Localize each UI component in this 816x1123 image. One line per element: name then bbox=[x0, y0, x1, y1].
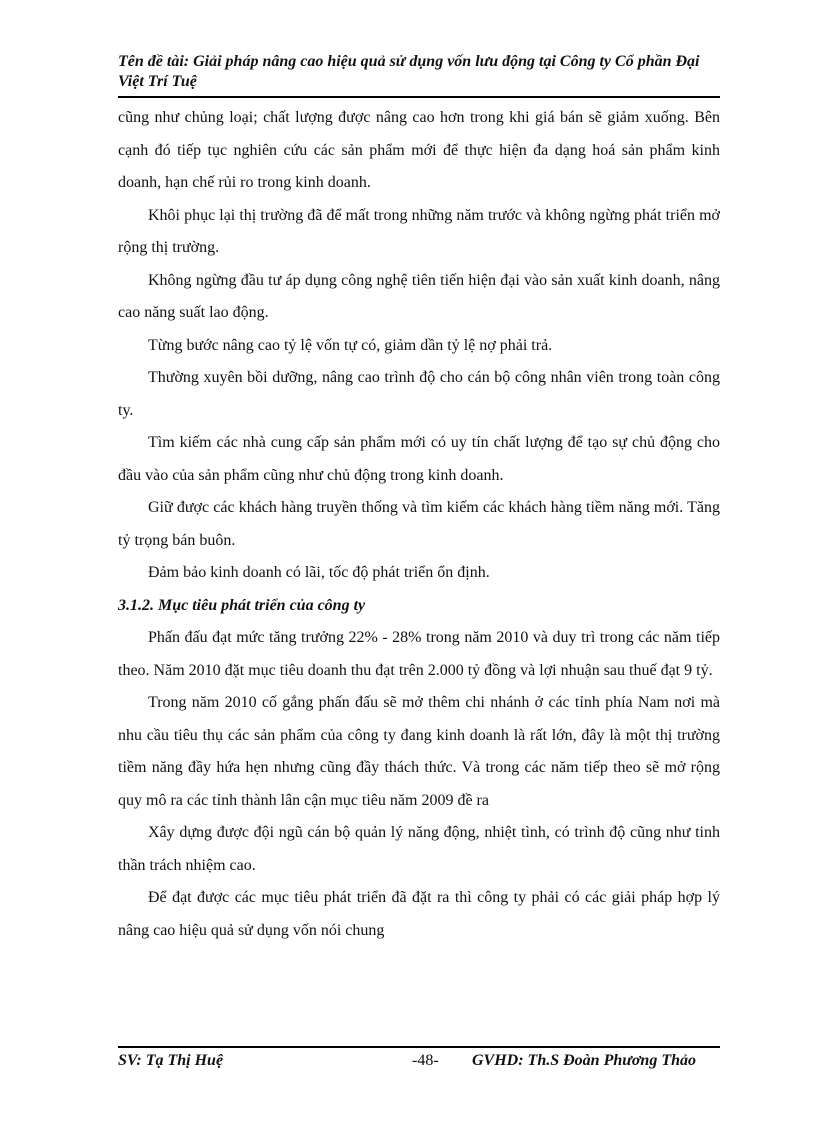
paragraph-continuation: cũng như chủng loại; chất lượng được nâng cao hơn trong khi giá bán sẽ giảm xuống. Bên cạnh đó tiếp tục nghiên cứu các sản phẩm mới để thực hiện đa dạng hoá sản phẩm kinh doanh, hạn chế rủi ro trong kinh doanh. bbox=[118, 109, 720, 191]
paragraph-technology: Không ngừng đầu tư áp dụng công nghệ tiên tiến hiện đại vào sản xuất kinh doanh, nâng cao năng suất lao động. bbox=[118, 271, 720, 321]
footer-rule bbox=[118, 1046, 720, 1048]
header-rule bbox=[118, 96, 720, 98]
paragraph-training: Thường xuyên bồi dưỡng, nâng cao trình độ cho cán bộ công nhân viên trong toàn công ty. bbox=[118, 369, 720, 419]
paragraph-management: Xây dựng được đội ngũ cán bộ quản lý năng động, nhiệt tình, có trình độ cũng như tinh thần trách nhiệm cao. bbox=[118, 824, 720, 874]
section-heading: 3.1.2. Mục tiêu phát triển của công ty bbox=[118, 596, 366, 614]
paragraph-customers: Giữ được các khách hàng truyền thống và tìm kiếm các khách hàng tiềm năng mới. Tăng tỷ trọng bán buôn. bbox=[118, 499, 720, 549]
footer-advisor: GVHD: Th.S Đoàn Phương Thảo bbox=[472, 1052, 696, 1069]
header-title: Tên đề tài: Giải pháp nâng cao hiệu quả sử dụng vốn lưu động tại Công ty Cổ phần Đại Việt Trí Tuệ bbox=[118, 53, 700, 90]
paragraph-growth: Phấn đấu đạt mức tăng trưởng 22% - 28% trong năm 2010 và duy trì trong các năm tiếp theo. Năm 2010 đặt mục tiêu doanh thu đạt trên 2.000 tỷ đồng và lợi nhuận sau thuế đạt 9 tỷ. bbox=[118, 629, 720, 679]
paragraph-suppliers: Tìm kiếm các nhà cung cấp sản phẩm mới có uy tín chất lượng để tạo sự chủ động cho đầu vào của sản phẩm cũng như chủ động trong kinh doanh. bbox=[118, 434, 720, 484]
paragraph-capital: Từng bước nâng cao tỷ lệ vốn tự có, giảm dần tỷ lệ nợ phải trả. bbox=[148, 336, 553, 354]
paragraph-profit: Đảm bảo kinh doanh có lãi, tốc độ phát triển ổn định. bbox=[148, 564, 490, 581]
paragraph-market: Khôi phục lại thị trường đã để mất trong những năm trước và không ngừng phát triển mở rộng thị trường. bbox=[118, 206, 720, 256]
page-body bbox=[118, 102, 720, 947]
paragraph-solutions: Để đạt được các mục tiêu phát triển đã đặt ra thì công ty phải có các giải pháp hợp lý nâng cao hiệu quả sử dụng vốn nói chung bbox=[118, 889, 720, 939]
document-header bbox=[118, 52, 720, 92]
paragraph-expansion: Trong năm 2010 cố gắng phấn đấu sẽ mở thêm chi nhánh ở các tỉnh phía Nam nơi mà nhu cầu tiêu thụ các sản phẩm của công ty đang kinh doanh là rất lớn, đây là một thị trường tiềm năng đầy hứa hẹn nhưng cũng đầy thách thức. Và trong các năm tiếp theo sẽ mở rộng quy mô ra các tỉnh thành lân cận mục tiêu năm 2009 đề ra bbox=[118, 694, 720, 809]
page-number: -48- bbox=[412, 1052, 439, 1069]
footer-student: SV: Tạ Thị Huệ bbox=[118, 1052, 224, 1069]
